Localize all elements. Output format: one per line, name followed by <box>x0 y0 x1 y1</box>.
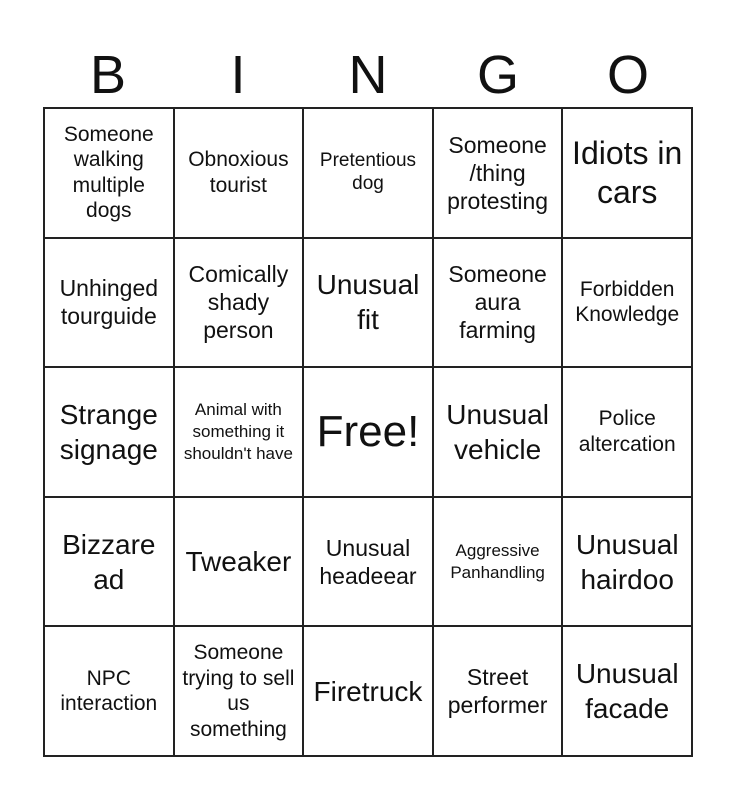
bingo-cell[interactable] <box>562 367 692 497</box>
cell-text: NPC interaction <box>60 666 158 716</box>
cell-text: Unhinged tourguide <box>59 275 159 330</box>
bingo-cell[interactable] <box>303 108 433 238</box>
bingo-cell[interactable] <box>44 626 174 756</box>
bingo-cell[interactable] <box>433 626 563 756</box>
cell-text: Unusual fit <box>316 269 420 336</box>
bingo-cell[interactable] <box>562 626 692 756</box>
cell-text: Aggressive Panhandling <box>450 540 545 582</box>
free-space[interactable] <box>303 367 433 497</box>
bingo-cell[interactable] <box>174 497 304 627</box>
cell-text: Tweaker <box>185 546 292 578</box>
cell-text: Obnoxious tourist <box>188 148 289 197</box>
cell-text: Bizzare ad <box>62 528 156 595</box>
bingo-cell[interactable] <box>433 238 563 368</box>
cell-text: Someone walking multiple dogs <box>63 122 154 223</box>
bingo-cell[interactable] <box>562 238 692 368</box>
bingo-cell[interactable] <box>44 367 174 497</box>
header-letter-b: B <box>89 45 127 105</box>
header-letter-i: I <box>230 45 246 105</box>
header-letter-g: G <box>476 45 519 105</box>
bingo-cell[interactable] <box>44 497 174 627</box>
bingo-board <box>43 107 693 757</box>
cell-text: Unusual vehicle <box>446 398 549 465</box>
bingo-cell[interactable] <box>433 497 563 627</box>
cell-text: Comically shady person <box>188 261 289 344</box>
bingo-cell[interactable] <box>174 238 304 368</box>
bingo-cell[interactable] <box>303 626 433 756</box>
bingo-cell[interactable] <box>174 367 304 497</box>
cell-text: Unusual facade <box>575 658 679 725</box>
cell-text: Pretentious dog <box>319 150 417 194</box>
cell-text: Someone aura farming <box>448 261 547 344</box>
bingo-cell[interactable] <box>174 108 304 238</box>
bingo-cell[interactable] <box>44 238 174 368</box>
bingo-cell[interactable] <box>303 497 433 627</box>
cell-text: Forbidden Knowledge <box>575 277 680 327</box>
cell-text: Someone /thing protesting <box>447 131 549 214</box>
cell-text: Firetruck <box>313 675 423 707</box>
bingo-cell[interactable] <box>562 108 692 238</box>
cell-text: Unusual headeear <box>319 534 417 589</box>
bingo-cell[interactable] <box>433 108 563 238</box>
cell-text: Idiots in cars <box>572 134 683 210</box>
cell-text: Someone trying to sell us something <box>182 640 295 741</box>
cell-text: Street performer <box>447 664 548 719</box>
bingo-cell[interactable] <box>44 108 174 238</box>
bingo-cell[interactable] <box>303 238 433 368</box>
bingo-cell[interactable] <box>562 497 692 627</box>
bingo-cell[interactable] <box>174 626 304 756</box>
cell-text: Strange signage <box>59 398 158 465</box>
header-letter-n: N <box>348 45 388 105</box>
bingo-header <box>43 42 693 108</box>
bingo-cell[interactable] <box>433 367 563 497</box>
cell-text: Police altercation <box>578 407 676 456</box>
cell-text: Unusual hairdoo <box>575 528 679 595</box>
free-space-label: Free! <box>316 406 420 456</box>
cell-text: Animal with something it shouldn't have <box>183 399 293 464</box>
header-letter-o: O <box>606 45 649 105</box>
